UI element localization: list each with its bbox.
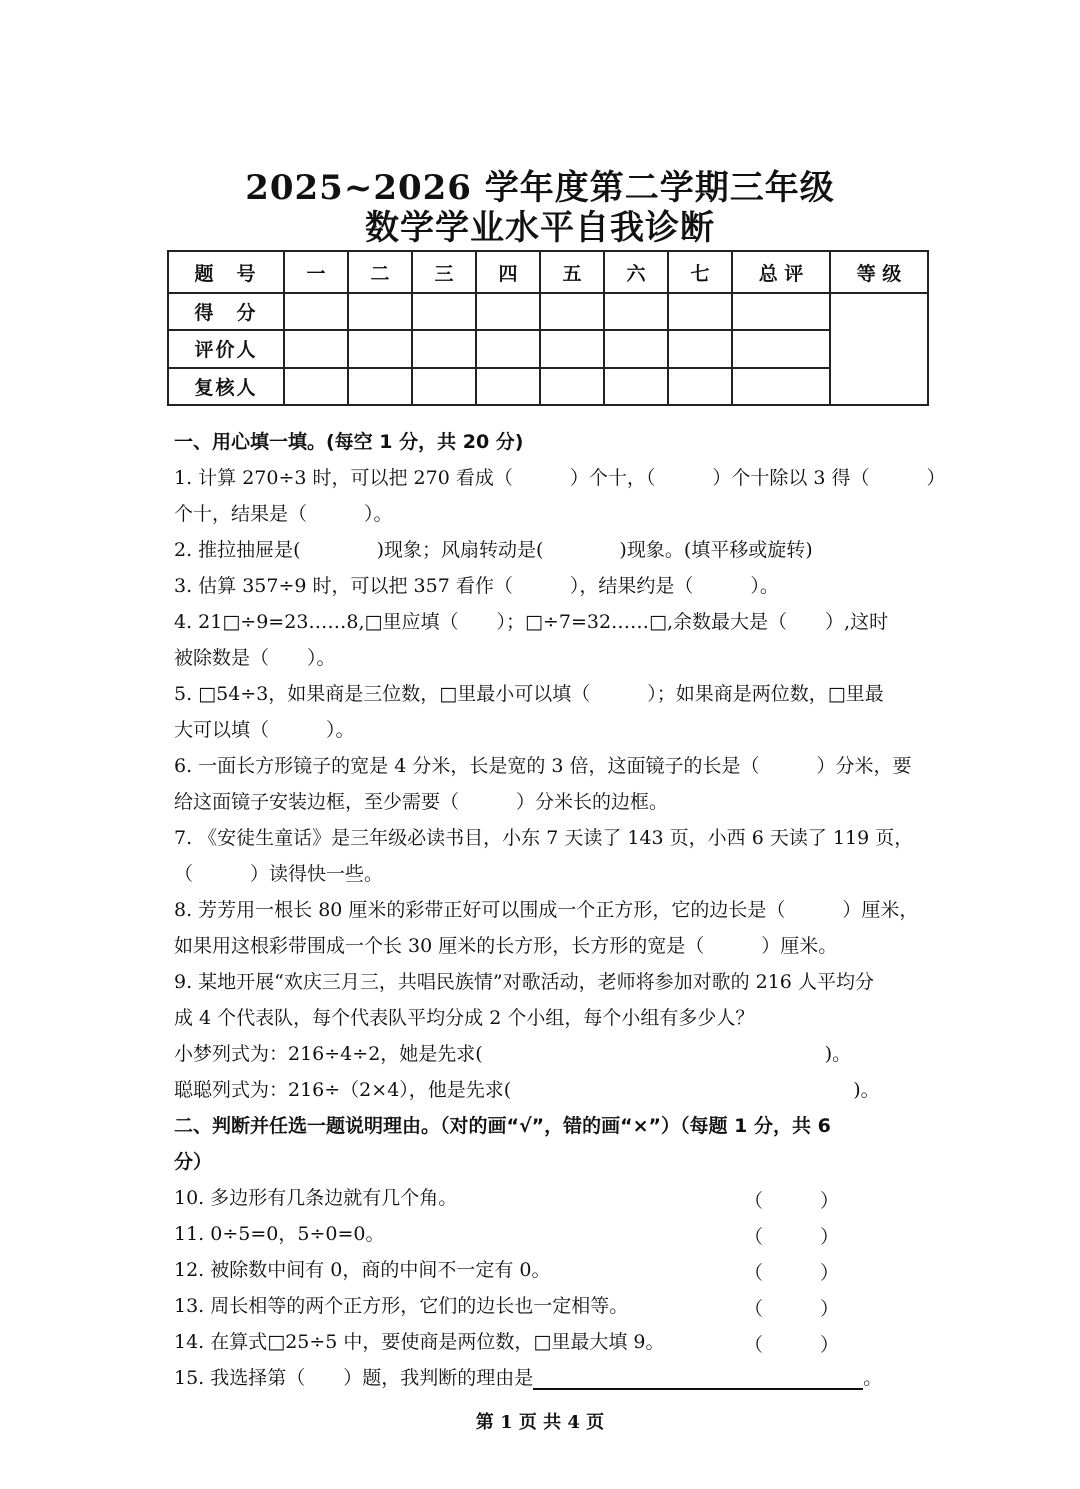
score-cell[interactable]	[412, 293, 476, 330]
question-line: （ ）读得快一些。	[174, 863, 384, 885]
header-cell: 六	[604, 251, 668, 293]
score-cell[interactable]	[284, 330, 348, 367]
question-line: 被除数是（ ）。	[174, 647, 336, 669]
score-cell[interactable]	[668, 293, 732, 330]
reviewer-row	[168, 330, 928, 367]
question-line: 7. 《安徒生童话》是三年级必读书目，小东 7 天读了 143 页，小西 6 天读了 119 页，	[174, 827, 914, 849]
score-cell[interactable]	[412, 368, 476, 405]
question-line: 聪聪列式为：216÷（2×4），他是先求( )。	[174, 1079, 880, 1101]
question-line: 5. □54÷3，如果商是三位数，□里最小可以填（ ）；如果商是两位数，□里最	[174, 683, 884, 705]
page-footer: 第 1 页 共 4 页	[475, 1412, 605, 1433]
question-line: 成 4 个代表队，每个代表队平均分成 2 个小组，每个小组有多少人？	[174, 1007, 755, 1029]
exam-title-line1: 2025~2026 学年度第二学期三年级	[245, 168, 835, 208]
question-line: 给这面镜子安装边框，至少需要（ ）分米长的边框。	[174, 791, 669, 813]
grade-cell[interactable]	[830, 293, 928, 405]
header-cell: 四	[476, 251, 540, 293]
header-cell: 题 号	[168, 251, 284, 293]
question-line: 6. 一面长方形镜子的宽是 4 分米，长是宽的 3 倍，这面镜子的长是（ ）分米，要	[174, 755, 912, 777]
score-cell[interactable]	[348, 293, 412, 330]
question-line: 3. 估算 357÷9 时，可以把 357 看作（ ），结果约是（ ）。	[174, 575, 779, 597]
reason-prefix: 15. 我选择第（ ）题，我判断的理由是	[174, 1367, 534, 1389]
header-cell: 二	[348, 251, 412, 293]
answer-paren[interactable]: （ ）	[744, 1334, 840, 1356]
question-line: 2. 推拉抽屉是( )现象；风扇转动是( )现象。(填平移或旋转)	[174, 539, 813, 561]
header-cell: 七	[668, 251, 732, 293]
score-cell[interactable]	[668, 368, 732, 405]
reason-item	[174, 1366, 882, 1390]
question-line: 8. 芳芳用一根长 80 厘米的彩带正好可以围成一个正方形，它的边长是（ ）厘米，	[174, 899, 919, 921]
question-line: 4. 21□÷9=23……8,□里应填（ ）；□÷7=32……□,余数最大是（ ）,这时	[174, 611, 889, 633]
checker-row	[168, 368, 928, 405]
score-table-header-row	[168, 251, 928, 293]
score-cell[interactable]	[540, 368, 604, 405]
score-cell[interactable]	[284, 368, 348, 405]
row-label: 评价人	[168, 330, 284, 367]
score-row	[168, 293, 928, 330]
judge-item: 11. 0÷5=0，5÷0=0。	[174, 1223, 385, 1245]
header-cell: 一	[284, 251, 348, 293]
judge-item: 13. 周长相等的两个正方形，它们的边长也一定相等。	[174, 1295, 629, 1317]
score-cell[interactable]	[604, 368, 668, 405]
judge-item: 14. 在算式□25÷5 中，要使商是两位数，□里最大填 9。	[174, 1331, 665, 1353]
reason-answer-blank[interactable]	[533, 1368, 863, 1390]
judge-item: 10. 多边形有几条边就有几个角。	[174, 1187, 458, 1209]
answer-paren[interactable]: （ ）	[744, 1190, 840, 1212]
section2-heading-cont: 分）	[174, 1151, 213, 1173]
judge-item: 12. 被除数中间有 0，商的中间不一定有 0。	[174, 1259, 551, 1281]
score-cell[interactable]	[604, 330, 668, 367]
score-cell[interactable]	[284, 293, 348, 330]
score-cell[interactable]	[732, 368, 830, 405]
question-line: 1. 计算 270÷3 时，可以把 270 看成（ ）个十，（ ）个十除以 3 得（ ）	[174, 467, 946, 489]
question-line: 个十，结果是（ ）。	[174, 503, 393, 525]
score-cell[interactable]	[348, 330, 412, 367]
exam-title-line2: 数学学业水平自我诊断	[365, 208, 715, 248]
score-cell[interactable]	[348, 368, 412, 405]
answer-paren[interactable]: （ ）	[744, 1226, 840, 1248]
question-line: 大可以填（ ）。	[174, 719, 355, 741]
reason-suffix: 。	[863, 1367, 883, 1389]
header-cell: 五	[540, 251, 604, 293]
question-line: 小梦列式为：216÷4÷2，她是先求( )。	[174, 1043, 852, 1065]
row-label: 得 分	[168, 293, 284, 330]
score-cell[interactable]	[412, 330, 476, 367]
question-line: 9. 某地开展“欢庆三月三，共唱民族情”对歌活动，老师将参加对歌的 216 人平均分	[174, 971, 874, 993]
score-cell[interactable]	[668, 330, 732, 367]
score-cell[interactable]	[476, 368, 540, 405]
score-table	[167, 250, 929, 406]
header-cell: 总 评	[732, 251, 830, 293]
score-cell[interactable]	[476, 293, 540, 330]
score-cell[interactable]	[540, 330, 604, 367]
answer-paren[interactable]: （ ）	[744, 1262, 840, 1284]
section1-heading: 一、用心填一填。(每空 1 分，共 20 分)	[174, 431, 524, 453]
answer-paren[interactable]: （ ）	[744, 1298, 840, 1320]
header-cell: 三	[412, 251, 476, 293]
score-cell[interactable]	[732, 293, 830, 330]
section2-heading: 二、判断并任选一题说明理由。（对的画“√”，错的画“×”）（每题 1 分，共 6	[174, 1115, 831, 1137]
row-label: 复核人	[168, 368, 284, 405]
score-cell[interactable]	[540, 293, 604, 330]
score-cell[interactable]	[476, 330, 540, 367]
header-cell: 等 级	[830, 251, 928, 293]
score-cell[interactable]	[732, 330, 830, 367]
score-cell[interactable]	[604, 293, 668, 330]
question-line: 如果用这根彩带围成一个长 30 厘米的长方形，长方形的宽是（ ）厘米。	[174, 935, 838, 957]
